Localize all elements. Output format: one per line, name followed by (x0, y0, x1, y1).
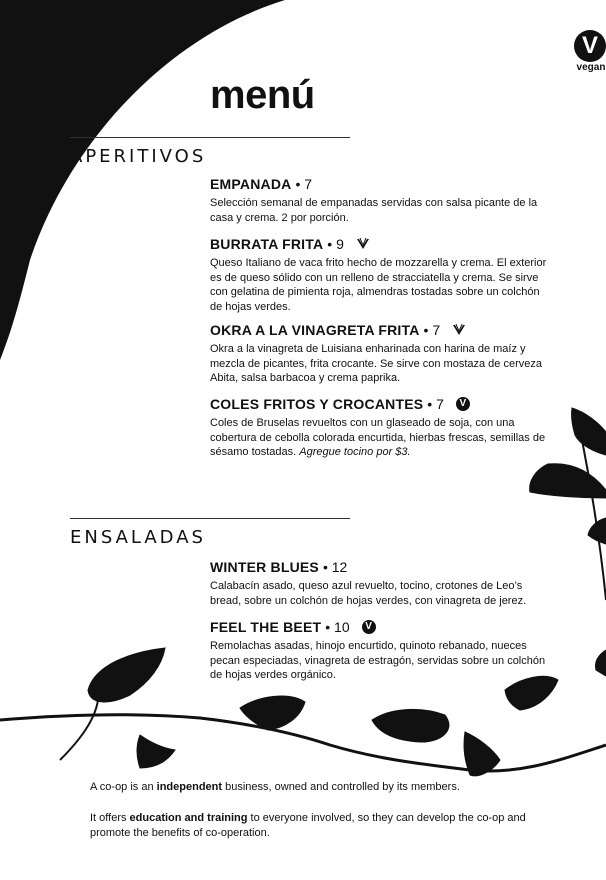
menu-item-feel-the-beet (210, 618, 550, 683)
item-description: Okra a la vinagreta de Luisiana enharinada con harina de maíz y mezcla de picantes, frita crocante. Se sirve con mostaza de cerveza Abita, salsa barbacoa y crema paprika. (210, 343, 542, 384)
item-description: Coles de Bruselas revueltos con un glaseado de soja, con una cobertura de cebolla colorada encurtida, hierbas frescas, semillas de sésamo tostadas. Agregue tocino por $3. (210, 417, 546, 458)
item-name: OKRA A LA VINAGRETA FRITA (210, 322, 420, 338)
item-name: EMPANADA (210, 176, 292, 192)
item-description: Selección semanal de empanadas servidas con salsa picante de la casa y crema. 2 por porción. (210, 197, 538, 224)
vegetarian-icon (452, 323, 466, 337)
menu-title: menú (210, 73, 315, 117)
section-divider (70, 137, 350, 138)
footer-line-2: It offers education and training to everyone involved, so they can develop the co-op and promote the benefits of co-operation. (90, 812, 526, 839)
vegan-legend (574, 30, 606, 74)
menu-item-okra (210, 321, 550, 386)
vegan-legend-label: vegan (576, 62, 606, 73)
vegetarian-icon (356, 237, 370, 251)
item-description: Remolachas asadas, hinojo encurtido, quinoto rebanado, nueces pecan especiadas, vinagreta de estragón, servidas sobre un colchón de hojas verdes orgánico. (210, 640, 546, 681)
section-divider (70, 518, 350, 519)
menu-item-empanada (210, 175, 550, 225)
menu-item-winter-blues (210, 558, 550, 608)
item-price: • 12 (322, 559, 348, 575)
footer-bold-education: education and training (129, 812, 248, 824)
vegan-icon: V (456, 397, 470, 411)
item-name: FEEL THE BEET (210, 619, 322, 635)
menu-item-burrata-frita (210, 235, 550, 314)
item-price: • 9 (327, 236, 344, 252)
item-description: Queso Italiano de vaca frito hecho de mozzarella y crema. El exterior es de queso sólido con un relleno de stracciatella y crema. Se sirve con gelatina de pimienta roja, almendras tostadas sobre un colchón de hojas verdes. (210, 257, 547, 313)
item-price: • 7 (427, 396, 444, 412)
item-price: • 10 (325, 619, 350, 635)
item-price: • 7 (423, 322, 441, 338)
item-name: COLES FRITOS Y CROCANTES (210, 396, 424, 412)
section-title-aperitivos: APERITIVOS (70, 146, 207, 167)
item-note: Agregue tocino por $3. (299, 446, 411, 458)
footer-bold-independent: independent (156, 781, 223, 793)
item-name: WINTER BLUES (210, 559, 319, 575)
item-name: BURRATA FRITA (210, 236, 324, 252)
section-title-ensaladas: ENSALADAS (70, 527, 206, 548)
item-price: • 7 (295, 176, 313, 192)
vegan-icon: V (362, 620, 376, 634)
item-description: Calabacín asado, queso azul revuelto, tocino, crotones de Leo’s bread, sobre un colchón de hojas verdes, con vinagreta de jerez. (210, 580, 527, 607)
footer-line-1: A co-op is an independent business, owned and controlled by its members. (90, 781, 460, 793)
menu-item-coles-fritos (210, 395, 550, 460)
vegan-legend-icon: V (574, 30, 606, 62)
